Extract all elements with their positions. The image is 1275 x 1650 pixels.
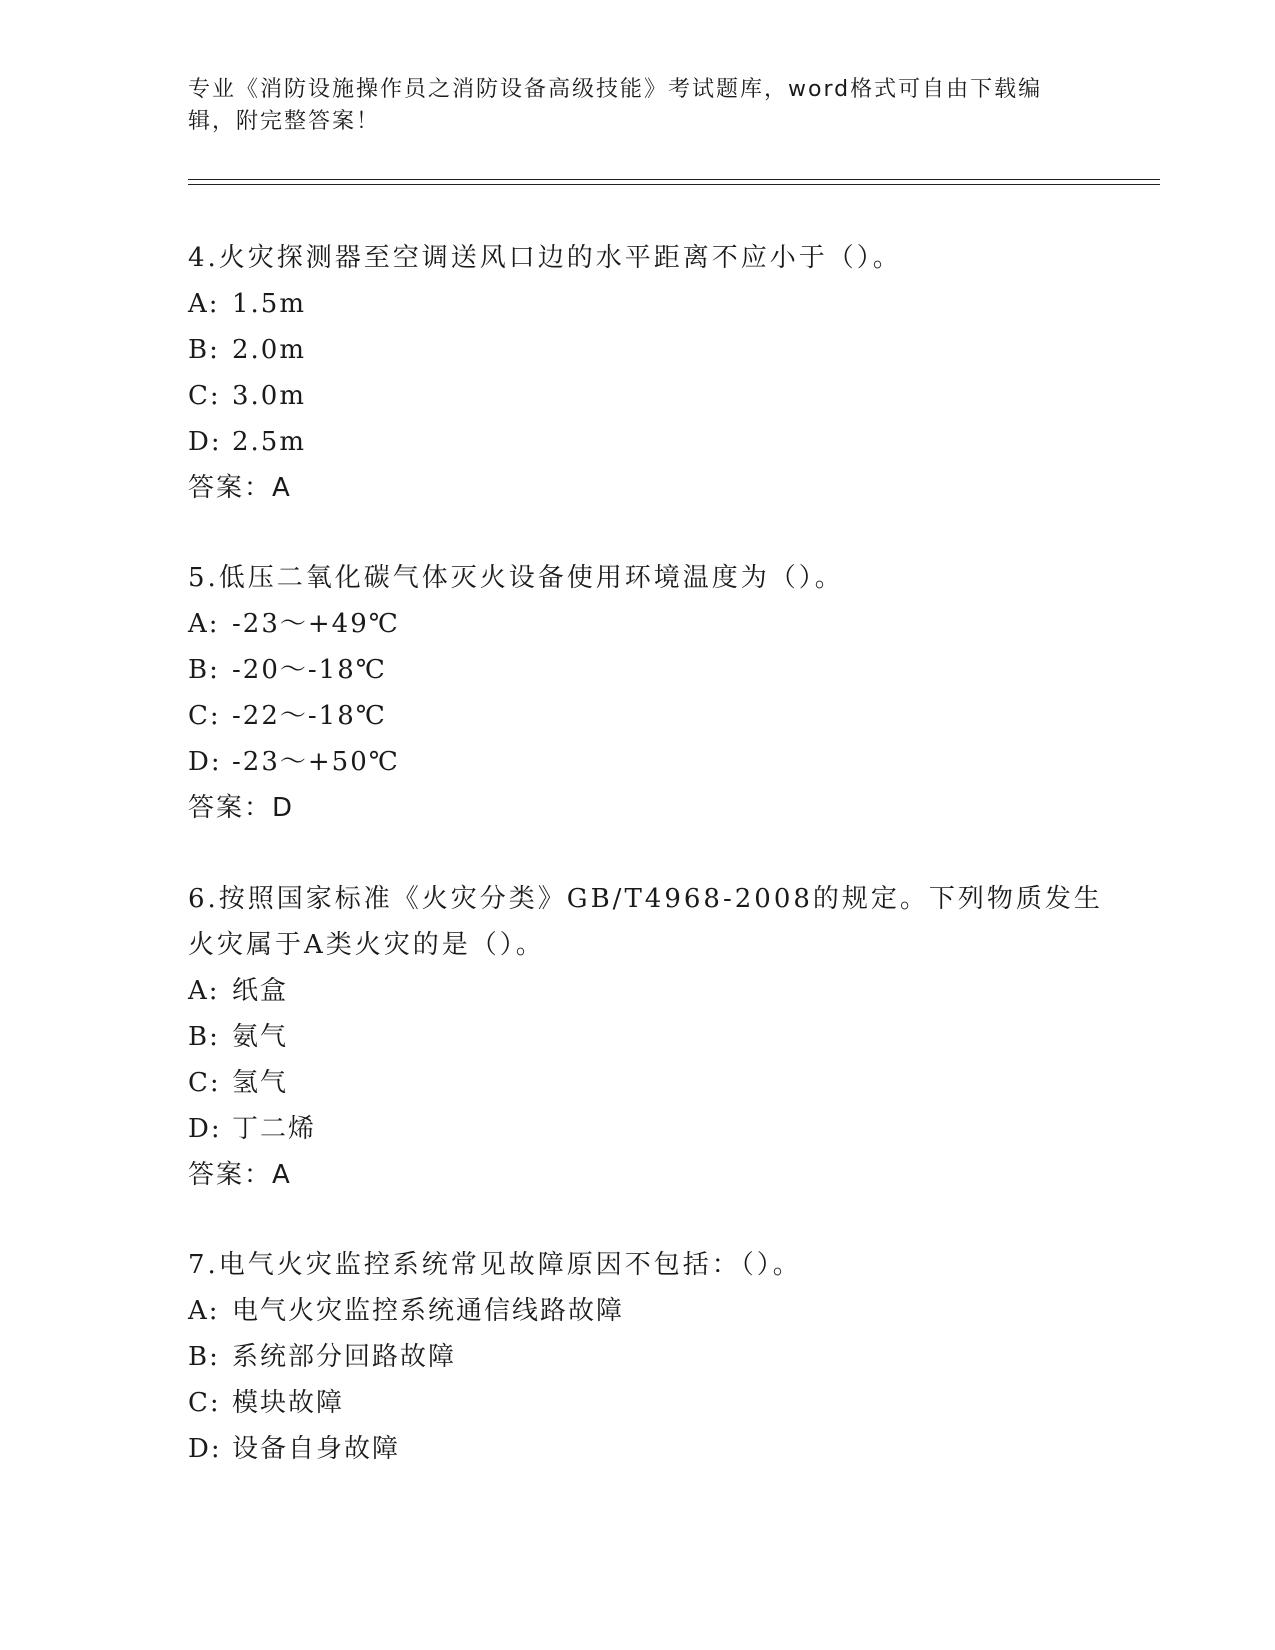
option-c [188,1060,1118,1106]
option-text: 氨气 [232,1022,289,1052]
question-6 [188,876,1118,1198]
question-5 [188,555,1118,831]
option-text: 纸盒 [232,976,289,1006]
option-b [188,647,1118,693]
option-d [188,419,1118,465]
option-letter: B: [188,655,220,685]
option-letter: C: [188,1388,221,1418]
option-c [188,373,1118,419]
option-text: -23～+49℃ [232,609,400,639]
option-letter: A: [188,1296,220,1326]
question-stem: 7.电气火灾监控系统常见故障原因不包括：（）。 [188,1250,802,1280]
option-text: -23～+50℃ [232,747,400,777]
option-letter: A: [188,976,220,1006]
option-text: 系统部分回路故障 [232,1342,457,1372]
option-text: 2.0m [232,335,307,365]
question-stem: 6.按照国家标准《火灾分类》GB/T4968-2008的规定。下列物质发生火灾属于A类火灾的是（）。 [188,884,1103,960]
option-letter: C: [188,701,221,731]
option-letter: D: [188,1434,222,1464]
option-letter: C: [188,1068,221,1098]
option-d [188,1426,1118,1472]
option-letter: C: [188,381,221,411]
option-b [188,327,1118,373]
option-text: 丁二烯 [232,1114,317,1144]
option-d [188,1106,1118,1152]
question-4 [188,235,1118,511]
header-divider-top [188,179,1160,180]
option-letter: B: [188,1022,220,1052]
option-text: -20～-18℃ [232,655,387,685]
option-text: 1.5m [232,289,307,319]
answer-label: 答案：A [188,1160,292,1190]
question-stem: 5.低压二氧化碳气体灭火设备使用环境温度为（）。 [188,563,844,593]
option-text: 氢气 [232,1068,289,1098]
header-divider-bottom [188,184,1160,185]
option-letter: B: [188,1342,220,1372]
option-text: 2.5m [232,427,307,457]
option-text: 模块故障 [232,1388,345,1418]
option-letter: B: [188,335,220,365]
question-7 [188,1242,1118,1472]
option-letter: D: [188,1114,222,1144]
answer-label: 答案：D [188,793,295,823]
option-text: 设备自身故障 [232,1434,401,1464]
option-a [188,281,1118,327]
answer-label: 答案：A [188,473,292,503]
option-a [188,968,1118,1014]
option-a [188,1288,1118,1334]
question-stem: 4.火灾探测器至空调送风口边的水平距离不应小于（）。 [188,243,902,273]
option-letter: A: [188,609,220,639]
option-b [188,1014,1118,1060]
option-text: 电气火灾监控系统通信线路故障 [232,1296,625,1326]
option-text: -22～-18℃ [232,701,387,731]
option-letter: A: [188,289,220,319]
option-b [188,1334,1118,1380]
option-a [188,601,1118,647]
option-c [188,693,1118,739]
option-letter: D: [188,427,222,457]
option-letter: D: [188,747,222,777]
option-c [188,1380,1118,1426]
option-d [188,739,1118,785]
option-text: 3.0m [232,381,307,411]
document-header: 专业《消防设施操作员之消防设备高级技能》考试题库，word格式可自由下载编辑，附完整答案！ [188,77,1043,134]
